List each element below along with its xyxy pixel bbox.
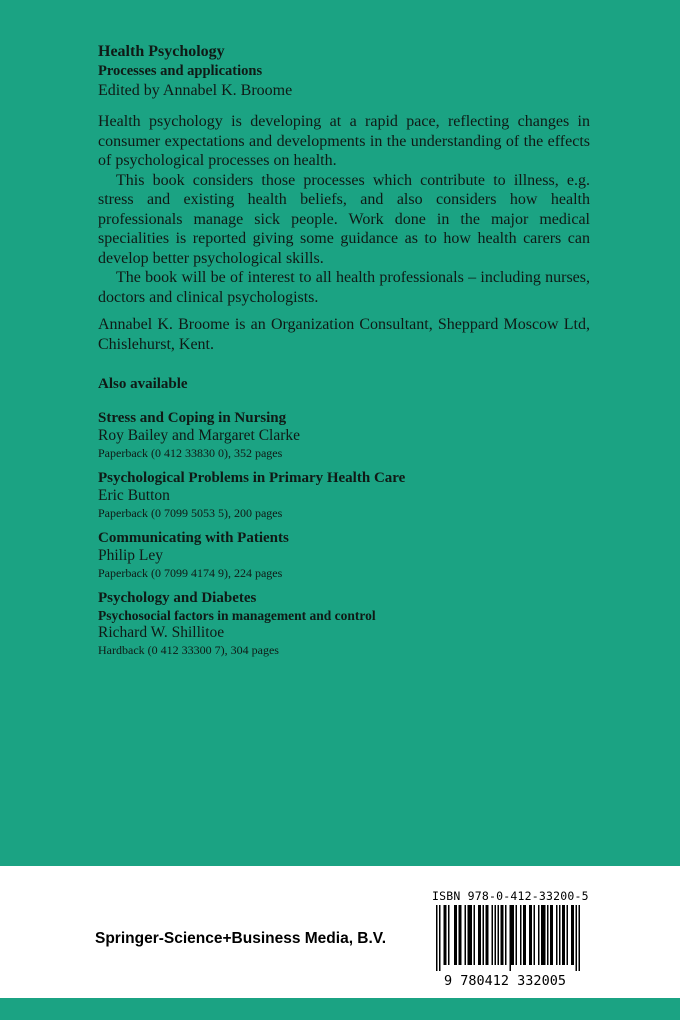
barcode-bar xyxy=(562,905,564,965)
barcode-bar xyxy=(550,905,552,965)
barcode-number: 9 780412 332005 xyxy=(444,973,566,989)
related-book xyxy=(98,529,590,581)
barcode-bar xyxy=(444,905,446,965)
barcode-bar xyxy=(478,905,480,965)
related-book-author: Roy Bailey and Margaret Clarke xyxy=(98,427,301,444)
barcode-bar xyxy=(502,905,504,965)
related-book-author: Eric Button xyxy=(98,487,170,504)
book-editor: Edited by Annabel K. Broome xyxy=(98,82,293,99)
barcode-bar xyxy=(564,905,566,965)
barcode-bar xyxy=(511,905,513,965)
barcode-bar xyxy=(525,905,527,965)
related-book-details: Paperback (0 412 33830 0), 352 pages xyxy=(98,446,283,460)
barcode-bar xyxy=(552,905,554,965)
book-subtitle: Processes and applications xyxy=(98,63,263,79)
also-available-heading: Also available xyxy=(98,376,188,392)
barcode-bar xyxy=(576,905,578,971)
barcode-bar xyxy=(520,905,522,965)
barcode-bar xyxy=(483,905,485,965)
related-book xyxy=(98,469,590,521)
cover-text xyxy=(98,42,590,666)
barcode-bar xyxy=(498,905,500,965)
barcode-bar xyxy=(469,905,471,965)
barcode-bar xyxy=(468,905,470,965)
barcode-bar xyxy=(495,905,497,965)
related-book-author: Philip Ley xyxy=(98,547,164,564)
barcode-bar xyxy=(567,905,569,965)
related-book-title: Communicating with Patients xyxy=(98,530,289,546)
barcode-bar xyxy=(547,905,549,965)
barcode-bar xyxy=(538,905,540,965)
barcode-bar xyxy=(529,905,531,965)
barcode-bar xyxy=(448,905,450,965)
barcode-bar xyxy=(456,905,458,965)
barcode-bar xyxy=(544,905,546,965)
barcode-bar xyxy=(471,905,473,965)
barcode-bar xyxy=(460,905,462,965)
editor-bio: Annabel K. Broome is an Organization Consultant, Sheppard Moscow Ltd, Chislehurst, Kent. xyxy=(98,316,590,353)
barcode-bar xyxy=(505,905,507,965)
publisher-name: Springer-Science+Business Media, B.V. xyxy=(95,930,387,947)
barcode-bar xyxy=(501,905,503,965)
barcode-bar xyxy=(573,905,575,965)
barcode-bar xyxy=(543,905,545,965)
description-paragraph-2: This book considers those processes which contribute to illness, e.g. stress and existing health beliefs, and also considers how health professionals manage sick people. Work done in the major medical specialities is reported giving some guidance as to how health carers can develop better psychological skills. xyxy=(98,171,590,267)
barcode-bar xyxy=(531,905,533,965)
related-book-author: Richard W. Shillitoe xyxy=(98,624,225,641)
related-book xyxy=(98,589,590,658)
isbn-label: ISBN 978-0-412-33200-5 xyxy=(432,889,589,903)
barcode-bar xyxy=(465,905,467,965)
related-book-subtitle: Psychosocial factors in management and control xyxy=(98,608,376,623)
barcode-bar xyxy=(459,905,461,965)
barcode-bar xyxy=(492,905,494,965)
barcode-bar xyxy=(534,905,536,965)
related-book-title: Psychological Problems in Primary Health Care xyxy=(98,470,406,486)
related-book-details: Hardback (0 412 33300 7), 304 pages xyxy=(98,643,279,657)
book-title: Health Psychology xyxy=(98,43,225,60)
bottom-band xyxy=(0,998,680,1020)
barcode-bar xyxy=(474,905,476,965)
barcode-bar xyxy=(487,905,489,965)
barcode-bar xyxy=(556,905,558,965)
related-book-details: Paperback (0 7099 5053 5), 200 pages xyxy=(98,506,283,520)
description-paragraph-3: The book will be of interest to all health professionals – including nurses, doctors and clinical psychologists. xyxy=(98,269,590,306)
barcode-bar xyxy=(445,905,447,965)
barcode-bar xyxy=(523,905,525,965)
barcode-bar xyxy=(480,905,482,965)
description-paragraph-1: Health psychology is developing at a rapid pace, reflecting changes in consumer expectations and developments in the understanding of the effects of psychological processes on health. xyxy=(98,113,590,169)
barcode-bar xyxy=(559,905,561,965)
barcode-bar xyxy=(486,905,488,965)
barcode-bar xyxy=(579,905,581,971)
barcode-bar xyxy=(510,905,512,971)
barcode-bar xyxy=(571,905,573,965)
related-book xyxy=(98,409,590,461)
barcode-bar xyxy=(436,905,438,971)
related-book-title: Psychology and Diabetes xyxy=(98,590,257,606)
barcode-bar xyxy=(439,905,441,971)
related-book-details: Paperback (0 7099 4174 9), 224 pages xyxy=(98,566,283,580)
related-book-title: Stress and Coping in Nursing xyxy=(98,410,287,426)
barcode-bar xyxy=(513,905,515,965)
barcode-bar xyxy=(516,905,518,965)
barcode-bar xyxy=(541,905,543,965)
barcode-icon xyxy=(420,903,590,991)
barcode-bar xyxy=(454,905,456,965)
